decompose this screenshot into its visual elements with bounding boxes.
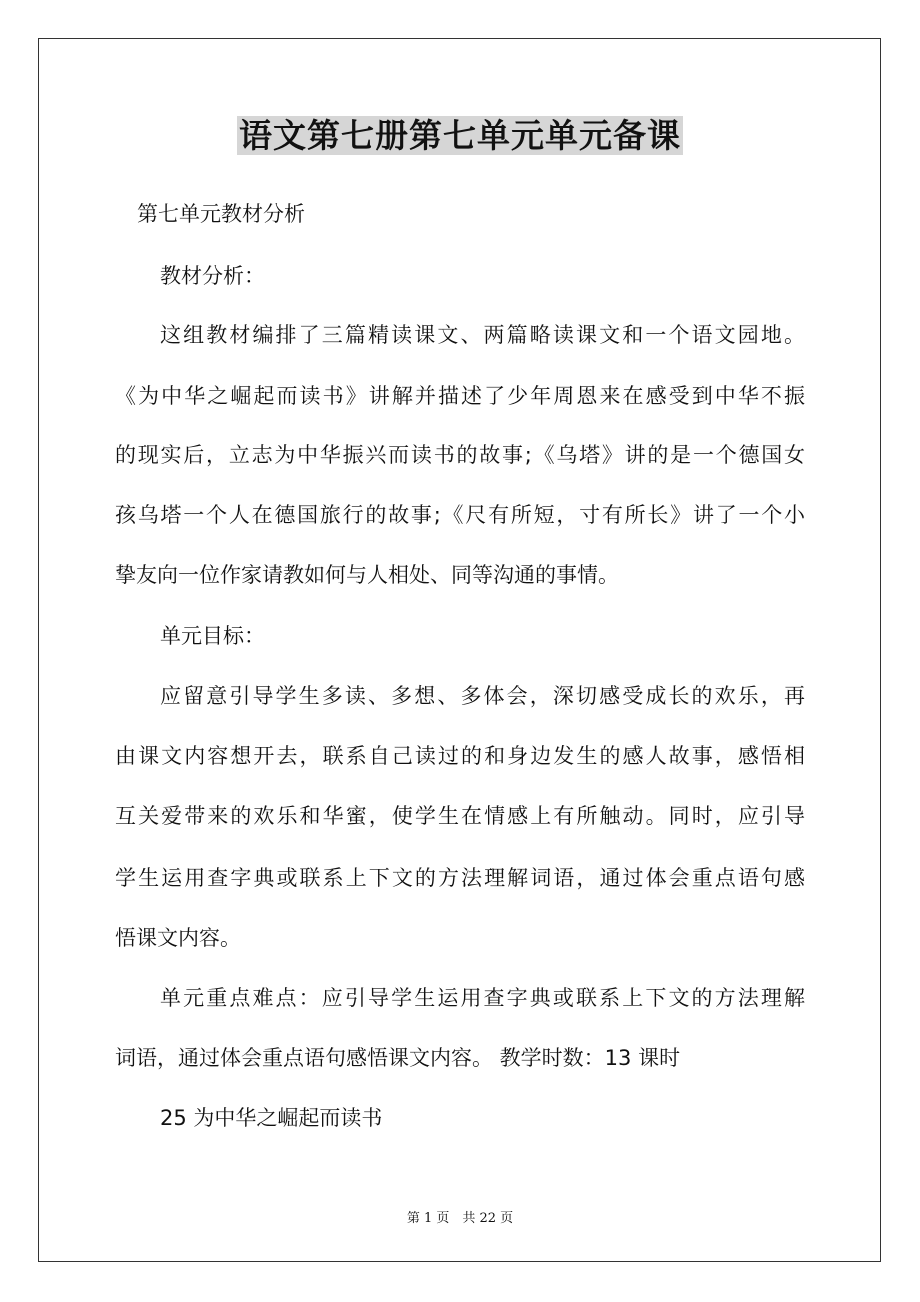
key-points-line: 词语，通过体会重点语句感悟课文内容。 教学时数：13 课时: [115, 1046, 681, 1070]
section-heading: 第七单元教材分析: [137, 202, 305, 226]
analysis-line: 孩乌塔一个人在德国旅行的故事;《尺有所短，寸有所长》讲了一个小: [115, 503, 805, 527]
analysis-line: 《为中华之崛起而读书》讲解并描述了少年周恩来在感受到中华不振: [115, 384, 805, 408]
goal-line: 互关爱带来的欢乐和华蜜，使学生在情感上有所触动。同时，应引导: [115, 804, 805, 828]
page-footer: 第 1 页 共 22 页: [406, 1211, 514, 1226]
analysis-label: 教材分析：: [160, 264, 265, 288]
analysis-line: 这组教材编排了三篇精读课文、两篇略读课文和一个语文园地。: [160, 323, 805, 347]
analysis-line: 的现实后，立志为中华振兴而读书的故事;《乌塔》讲的是一个德国女: [115, 443, 805, 467]
goal-line: 应留意引导学生多读、多想、多体会，深切感受成长的欢乐，再: [160, 684, 805, 708]
goal-line: 由课文内容想开去，联系自己读过的和身边发生的感人故事，感悟相: [115, 744, 805, 768]
analysis-line: 挚友向一位作家请教如何与人相处、同等沟通的事情。: [115, 563, 619, 587]
document-title: [0, 114, 920, 158]
lesson-heading: 25 为中华之崛起而读书: [160, 1106, 383, 1130]
key-points-line: 单元重点难点：应引导学生运用查字典或联系上下文的方法理解: [160, 986, 805, 1010]
goal-line: 悟课文内容。: [115, 926, 241, 950]
goal-line: 学生运用查字典或联系上下文的方法理解词语，通过体会重点语句感: [115, 866, 805, 890]
goal-label: 单元目标：: [160, 624, 265, 648]
title-text: 语文第七册第七单元单元备课: [239, 116, 681, 155]
